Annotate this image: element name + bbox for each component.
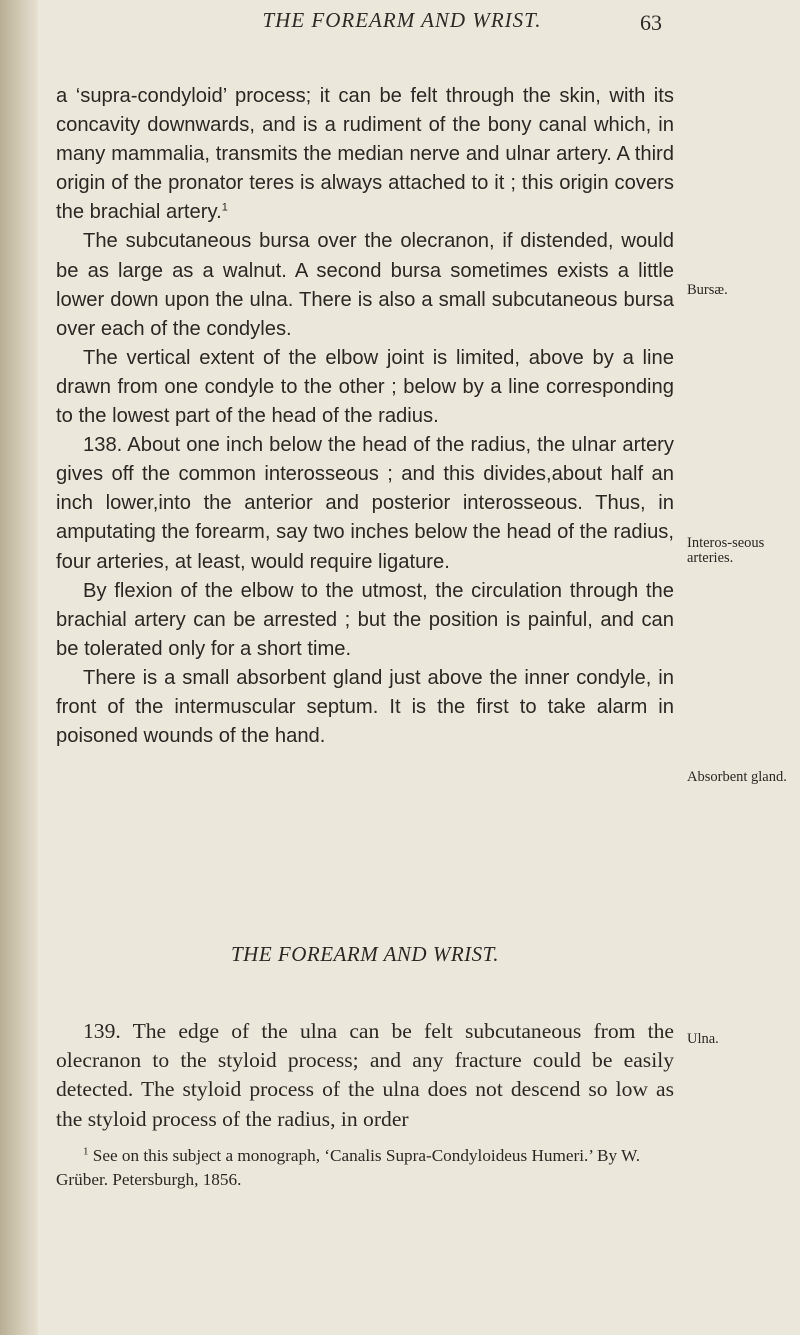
footnote bbox=[56, 1144, 674, 1192]
page-number: 63 bbox=[640, 10, 662, 35]
paragraph-139-ulna: 139. The edge of the ulna can be felt subcutaneous from the olecranon to the styloid process; and any fracture could be easily detected. The styloid process of the ulna does not descend so low as the styloid process of the radius, in order bbox=[56, 1019, 674, 1131]
footnote-paragraph bbox=[56, 1144, 674, 1192]
footnote-mark: 1 bbox=[83, 1145, 89, 1158]
paragraph-text: a ‘supra-condyloid’ process; it can be felt through the skin, with its concavity downwards, and is a rudiment of the bony canal which, in many mammalia, transmits the median nerve and ulnar artery. A third origin of the pronator teres is always attached to it ; this origin covers the brachial artery. bbox=[56, 85, 674, 224]
paragraph-flexion: By flexion of the elbow to the utmost, the circulation through the brachial artery can be arrested ; but the position is painful, and can be tolerated only for a short time. bbox=[56, 579, 674, 660]
footnote-text: See on this subject a monograph, ‘Canalis Supra-Condyloideus Humeri.’ By W. Grüber. Petersburgh, 1856. bbox=[56, 1146, 641, 1189]
paragraph-bursae: The subcutaneous bursa over the olecranon, if distended, would be as large as a walnut. A second bursa sometimes exists a little lower down upon the ulna. There is also a small subcutaneous bursa over each of the condyles. bbox=[56, 230, 674, 340]
margin-note-bursae: Bursæ. bbox=[687, 282, 728, 298]
section-heading: THE FOREARM AND WRIST. bbox=[230, 942, 500, 966]
paragraph-138-interosseous: 138. About one inch below the head of the radius, the ulnar artery gives off the common interosseous ; and this divides,about half an inch lower,into the anterior and posterior interosseous. Thus, in amputating the forearm, say two inches below the head of the radius, four arteries, at least, would require ligature. bbox=[56, 434, 674, 573]
main-text bbox=[56, 82, 674, 751]
paragraph-elbow-joint: The vertical extent of the elbow joint is limited, above by a line drawn from one condyle to the other ; below by a line corresponding to the lowest part of the head of the radius. bbox=[56, 346, 674, 428]
paragraph-absorbent-gland: There is a small absorbent gland just above the inner condyle, in front of the intermuscular septum. It is the first to take alarm in poisoned wounds of the hand. bbox=[56, 666, 674, 748]
paragraph-supra-condyloid bbox=[56, 82, 674, 227]
margin-note-interosseous: Interos-seous arteries. bbox=[687, 535, 765, 566]
page-edge-shadow bbox=[0, 0, 38, 1335]
page-header bbox=[0, 8, 800, 48]
footnote-reference: 1 bbox=[221, 201, 228, 214]
section-text bbox=[56, 1017, 674, 1134]
running-head: THE FOREARM AND WRIST. bbox=[262, 8, 542, 32]
margin-note-gland: Absorbent gland. bbox=[687, 769, 787, 785]
margin-note-ulna: Ulna. bbox=[687, 1031, 719, 1047]
